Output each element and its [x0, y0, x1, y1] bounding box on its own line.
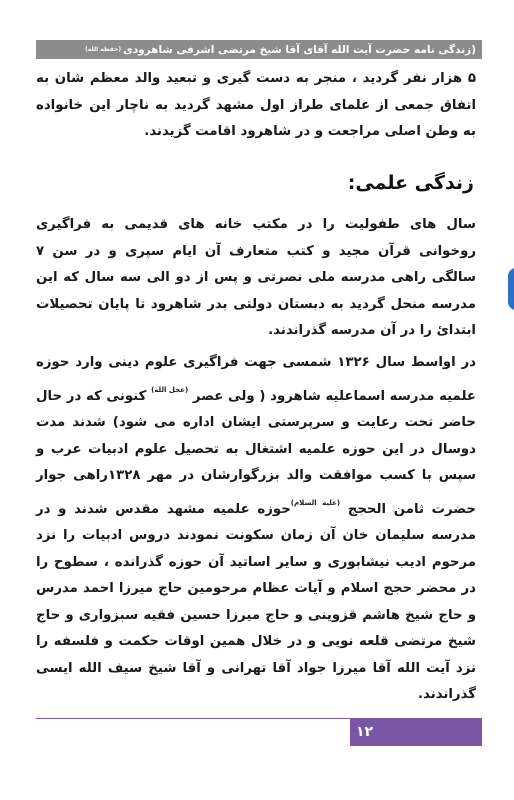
header-honorific: (حفظه الله): [84, 46, 122, 53]
paragraph-seminary-part-1: در اواسط سال ۱۳۲۶ شمسی جهت فراگیری علوم دینی وارد حوزه علمیه مدرسه اسماعلیه شاهرود ( ولی عصر: [36, 355, 476, 404]
footnote-honorific-2: (علیه السلام): [290, 498, 341, 507]
section-title: زندگی علمی:: [347, 172, 474, 194]
paragraph-seminary: [36, 350, 476, 709]
page-number: ۱۲: [356, 724, 374, 740]
running-header: [36, 40, 482, 59]
paragraph-seminary-part-3: حوزه علمیه مشهد مقدس شدند و در مدرسه سلیمان خان آن زمان سکونت نمودند دروس ادبیات را نزد مرحوم ادیب نیشابوری و سایر اساتید آن حوزه گذرانده ، سطوح را در محضر حجج اسلام و آیات عظام مرحومین حاج میرزا احمد مدرس و حاج شیخ هاشم قزوینی و حاج میرزا حسین فقیه سبزواری و حاج شیخ مرتضی قلعه نویی و در خلال همین اوقات حکمت و فلسفه را نزد آیت الله آقا میرزا جواد آقا تهرانی و آقا شیخ سیف الله ایسی گذراندند.: [36, 501, 476, 702]
header-title: (زندگی نامه حضرت آیت الله آقای آقا شیخ مرتضی اشرفی شاهرودی: [123, 44, 476, 56]
intro-paragraph: ۵ هزار نفر گردید ، منجر به دست گیری و تبعید والد معظم شان به اتفاق جمعی از علمای طراز اول مشهد گردید به ناچار این خانواده به وطن اصلی مراجعت و در شاهرود اقامت گزیدند.: [36, 71, 476, 139]
footnote-honorific-1: (عجل الله): [151, 385, 189, 394]
paragraph-childhood: سال های طفولیت را در مکتب خانه های قدیمی به فراگیری روخوانی قرآن مجید و کتب متعارف آن ایام سپری و در سن ۷ سالگی راهی مدرسه ملی نصرتی و پس از دو الی سه سال که این مدرسه منحل گردید به دبستان دولتی بدر شاهرود تا پایان تحصیلات ابتدائ را در آن مدرسه گذراندند.: [36, 217, 476, 338]
side-tab-marker: [508, 268, 514, 310]
page-number-badge: [350, 718, 482, 746]
paragraph-seminary-part-2: کنونی که در حال حاضر تحت رعایت و سرپرستی ایشان اداره می شود) شدند مدت دوسال در این حوزه علمیه اشتغال به تحصیل علوم ادبیات عرب و سپس با کسب موافقت والد بزرگوارشان در مهر ۱۳۲۸راهی جوار حضرت ثامن الحجج: [36, 388, 476, 517]
